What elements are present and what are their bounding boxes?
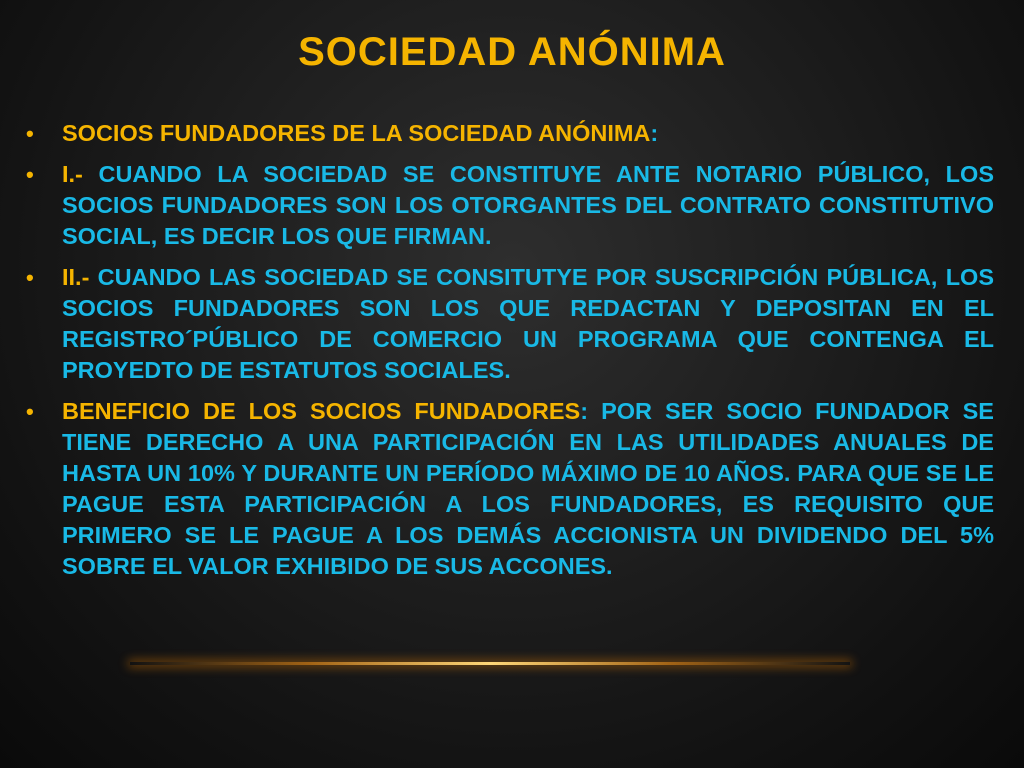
item-punct: : (650, 120, 659, 146)
bullet-item-socios-fundadores (26, 118, 994, 149)
slide-title: SOCIEDAD ANÓNIMA (298, 30, 726, 74)
bullet-icon: • (26, 162, 34, 187)
bullet-icon: • (26, 265, 34, 290)
bullet-item-ii (26, 262, 994, 386)
bullet-item-beneficio (26, 396, 994, 582)
item-text: CUANDO LA SOCIEDAD SE CONSTITUYE ANTE NOTARIO PÚBLICO, LOS SOCIOS FUNDADORES SON LOS OTORGANTES DEL CONTRATO CONSTITUTIVO SOCIAL, ES DECIR LOS QUE FIRMAN. (62, 161, 994, 249)
bullet-icon: • (26, 121, 34, 146)
item-label: II.- (62, 264, 90, 290)
item-text: POR SER SOCIO FUNDADOR SE TIENE DERECHO A UNA PARTICIPACIÓN EN LAS UTILIDADES ANUALES DE HASTA UN 10% Y DURANTE UN PERÍODO MÁXIMO DE 10 AÑOS. PARA QUE SE LE PAGUE ESTA PARTICIPACIÓN A LOS FUNDADORES, ES REQUISITO QUE PRIMERO SE LE PAGUE A LOS DEMÁS ACCIONISTA UN DIVIDENDO DEL 5% SOBRE EL VALOR EXHIBIDO DE SUS ACCONES. (62, 398, 994, 579)
item-text: CUANDO LAS SOCIEDAD SE CONSITUTYE POR SUSCRIPCIÓN PÚBLICA, LOS SOCIOS FUNDADORES SON LOS QUE REDACTAN Y DEPOSITAN EN EL REGISTRO´PÚBLICO DE COMERCIO UN PROGRAMA QUE CONTENGA EL PROYEDTO DE ESTATUTOS SOCIALES. (62, 264, 994, 383)
bullet-item-i (26, 159, 994, 252)
bullet-list (26, 118, 994, 592)
decorative-glow-line (130, 662, 850, 665)
item-label: BENEFICIO DE LOS SOCIOS FUNDADORES (62, 398, 581, 424)
item-label: SOCIOS FUNDADORES DE LA SOCIEDAD ANÓNIMA (62, 120, 651, 146)
item-label: I.- (62, 161, 83, 187)
bullet-icon: • (26, 399, 34, 424)
item-punct: : (580, 398, 589, 424)
